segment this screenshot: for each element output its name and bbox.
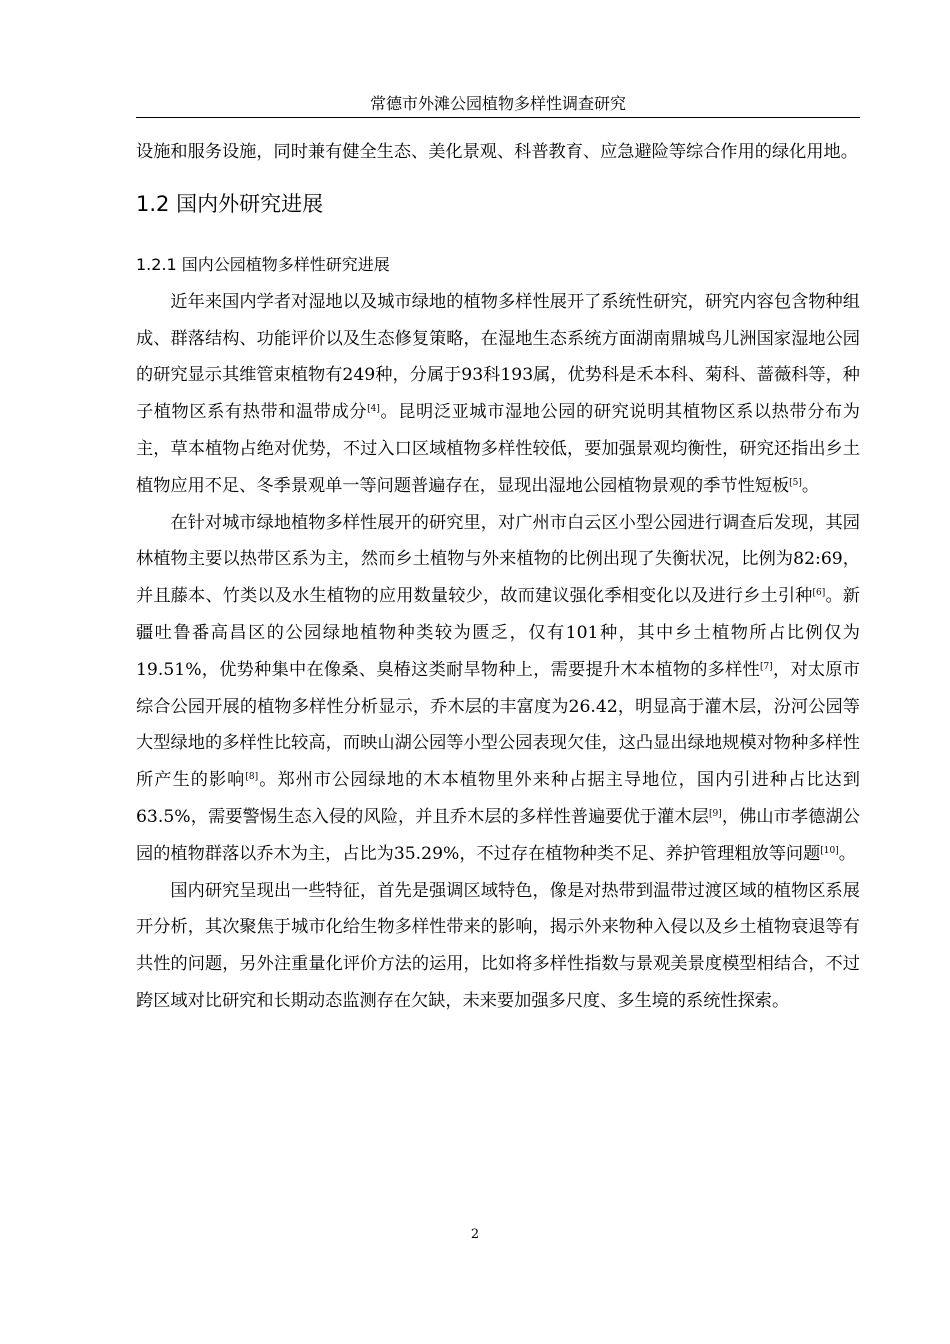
paragraph-2-text-e: ，佛山市孝德湖公园的植物群落以乔木为主，占比为35.29%，不过存在植物种类不足、养护管理粗放等问题 <box>136 806 860 864</box>
paragraph-2-text-b: 。新疆吐鲁番高昌区的公园绿地植物种类较为匮乏，仅有101种，其中乡土植物所占比例仅为19.51%，优势种集中在像桑、臭椿这类耐旱物种上，需要提升木本植物的多样性 <box>136 586 860 680</box>
paragraph-2-text-a: 在针对城市绿地植物多样性展开的研究里，对广州市白云区小型公园进行调查后发现，其园林植物主要以热带区系为主，然而乡土植物与外来植物的比例出现了失衡状况，比例为82:69，并且藤本、竹类以及水生植物的应用数量较少，故而建议强化季相变化以及进行乡土引种 <box>136 512 860 607</box>
citation-5: [5] <box>789 477 802 488</box>
page-body <box>136 134 860 1020</box>
paragraph-1-text-a: 近年来国内学者对湿地以及城市绿地的植物多样性展开了系统性研究，研究内容包含物种组成、群落结构、功能评价以及生态修复策略，在湿地生态系统方面湖南鼎城鸟儿洲国家湿地公园的研究显示其维管束植物有249种，分属于93科193属，优势科是禾本科、菊科、蔷薇科等，种子植物区系有热带和温带成分 <box>136 291 860 423</box>
paragraph-1-text-b: 。昆明泛亚城市湿地公园的研究说明其植物区系以热带分布为主，草本植物占绝对优势，不过入口区域植物多样性较低，要加强景观均衡性，研究还指出乡土植物应用不足、冬季景观单一等问题普遍存在，显现出湿地公园植物景观的季节性短板 <box>136 402 860 496</box>
subsection-heading: 1.2.1 国内公园植物多样性研究进展 <box>136 254 390 274</box>
citation-8: [8] <box>245 772 259 783</box>
section-heading: 1.2 国内外研究进展 <box>136 191 324 216</box>
paragraph-1 <box>136 284 860 505</box>
paragraph-2-text-d: 。郑州市公园绿地的木本植物里外来种占据主导地位，国内引进种占比达到63.5%，需要警惕生态入侵的风险，并且乔木层的多样性普遍要优于灌木层 <box>136 770 860 827</box>
paragraph-2 <box>136 505 860 873</box>
header-rule <box>136 117 860 118</box>
paragraph-2-text-f: 。 <box>838 843 856 864</box>
running-header: 常德市外滩公园植物多样性调查研究 <box>369 94 626 113</box>
citation-10: [10] <box>820 845 839 856</box>
paragraph-3: 国内研究呈现出一些特征，首先是强调区域特色，像是对热带到温带过渡区域的植物区系展开分析，其次聚焦于城市化给生物多样性带来的影响，揭示外来物种入侵以及乡土植物衰退等有共性的问题，另外注重量化评价方法的运用，比如将多样性指数与景观美景度模型相结合，不过跨区域对比研究和长期动态监测存在欠缺，未来要加强多尺度、多生境的系统性探索。 <box>136 880 860 1011</box>
page-number: 2 <box>470 1227 480 1242</box>
citation-6: [6] <box>812 588 826 599</box>
citation-7: [7] <box>760 661 773 672</box>
citation-4: [4] <box>367 404 380 415</box>
paragraph-2-text-c: ，对太原市综合公园开展的植物多样性分析显示，乔木层的丰富度为26.42，明显高于灌木层，汾河公园等大型绿地的多样性比较高，而映山湖公园等小型公园表现欠佳，这凸显出绿地规模对物种多样性所产生的影响 <box>136 659 860 791</box>
paragraph-1-text-c: 。 <box>801 475 820 496</box>
intro-continuation: 设施和服务设施，同时兼有健全生态、美化景观、科普教育、应急避险等综合作用的绿化用地。 <box>136 142 858 162</box>
citation-9: [9] <box>709 808 722 819</box>
